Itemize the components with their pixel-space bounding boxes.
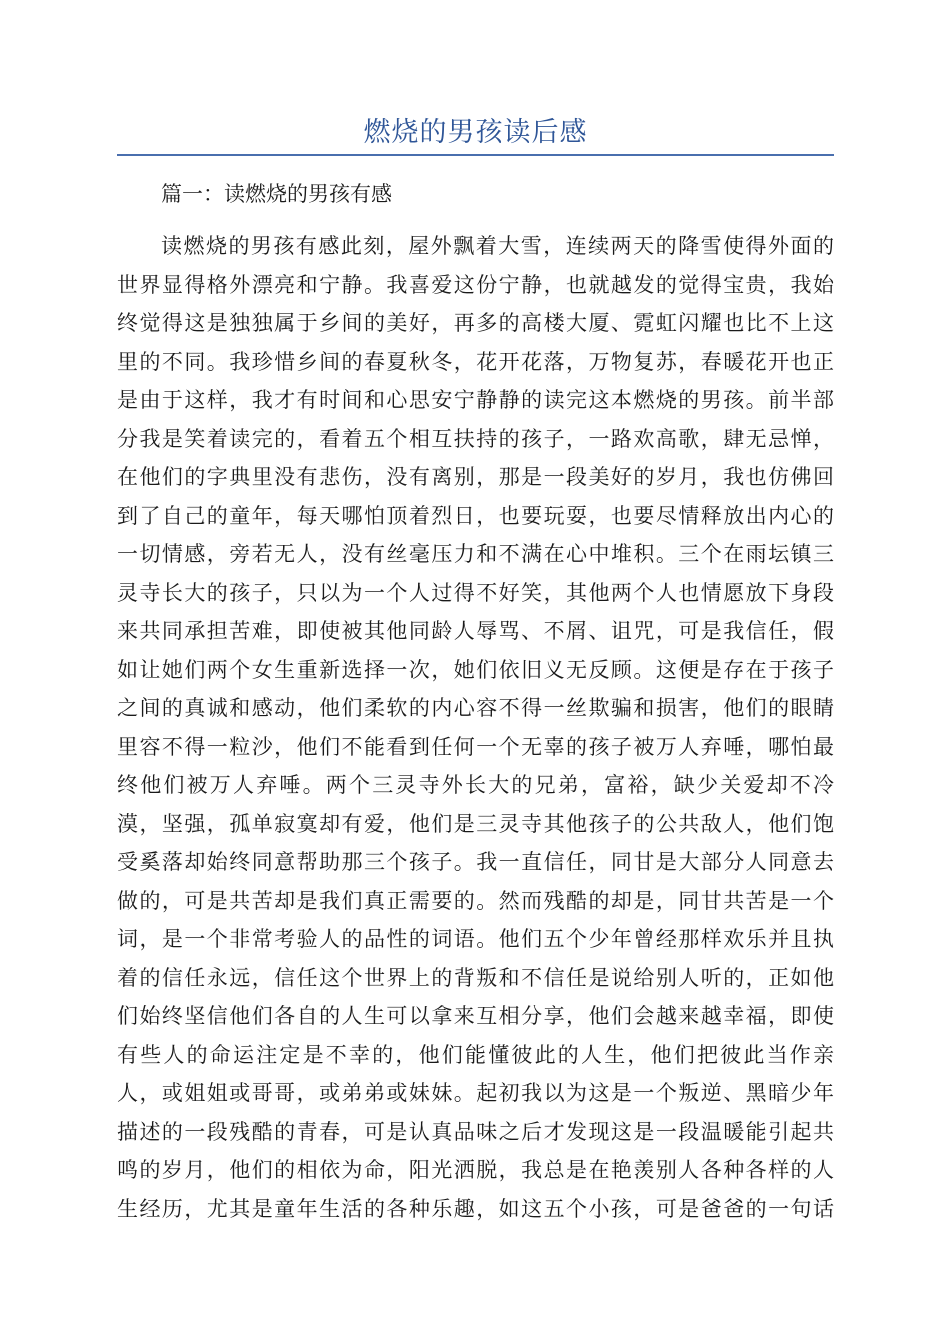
body-line: 漠，坚强，孤单寂寞却有爱，他们是三灵寺其他孩子的公共敌人，他们饱 [117, 811, 834, 836]
body-line: 里容不得一粒沙，他们不能看到任何一个无辜的孩子被万人弃唾，哪怕最 [117, 734, 834, 759]
body-line: 生经历，尤其是童年生活的各种乐趣，如这五个小孩，可是爸爸的一句话 [117, 1196, 834, 1221]
body-line: 分我是笑着读完的，看着五个相互扶持的孩子，一路欢高歌，肆无忌惮， [117, 426, 834, 451]
body-line: 读燃烧的男孩有感此刻，屋外飘着大雪，连续两天的降雪使得外面的 [161, 234, 834, 258]
body-line: 到了自己的童年，每天哪怕顶着烈日，也要玩耍，也要尽情释放出内心的 [117, 503, 834, 528]
body-line: 鸣的岁月，他们的相依为命，阳光洒脱，我总是在艳羡别人各种各样的人 [117, 1158, 834, 1182]
body-line: 描述的一段残酷的青春，可是认真品味之后才发现这是一段温暖能引起共 [117, 1119, 834, 1144]
body-line: 受奚落却始终同意帮助那三个孩子。我一直信任，同甘是大部分人同意去 [117, 850, 834, 874]
body-line: 一切情感，旁若无人，没有丝毫压力和不满在心中堆积。三个在雨坛镇三 [117, 542, 834, 566]
body-line: 如让她们两个女生重新选择一次，她们依旧义无反顾。这便是存在于孩子 [117, 657, 834, 682]
document-page [117, 0, 834, 1344]
body-line: 人，或姐姐或哥哥，或弟弟或妹妹。起初我以为这是一个叛逆、黑暗少年 [117, 1081, 834, 1105]
body-line: 是由于这样，我才有时间和心思安宁静静的读完这本燃烧的男孩。前半部 [117, 388, 834, 412]
body-line: 终他们被万人弃唾。两个三灵寺外长大的兄弟，富裕，缺少关爱却不冷 [117, 773, 834, 797]
body-line: 有些人的命运注定是不幸的，他们能懂彼此的人生，他们把彼此当作亲 [117, 1042, 834, 1067]
body-line: 在他们的字典里没有悲伤，没有离别，那是一段美好的岁月，我也仿佛回 [117, 465, 834, 489]
body-line: 来共同承担苦难，即使被其他同龄人辱骂、不屑、诅咒，可是我信任，假 [117, 619, 834, 643]
body-line: 着的信任永远，信任这个世界上的背叛和不信任是说给别人听的，正如他 [117, 965, 834, 990]
body-line: 里的不同。我珍惜乡间的春夏秋冬，花开花落，万物复苏，春暖花开也正 [117, 349, 834, 374]
body-line: 们始终坚信他们各自的人生可以拿来互相分享，他们会越来越幸福，即使 [117, 1004, 834, 1028]
title-underline [117, 154, 834, 156]
body-line: 世界显得格外漂亮和宁静。我喜爱这份宁静，也就越发的觉得宝贵，我始 [117, 272, 834, 297]
body-line: 之间的真诚和感动，他们柔软的内心容不得一丝欺骗和损害，他们的眼睛 [117, 696, 834, 720]
body-line: 做的，可是共苦却是我们真正需要的。然而残酷的却是，同甘共苦是一个 [117, 888, 834, 913]
body-paragraph [117, 227, 834, 1228]
body-line: 灵寺长大的孩子，只以为一个人过得不好笑，其他两个人也情愿放下身段 [117, 580, 834, 605]
section-heading: 篇一：读燃烧的男孩有感 [161, 182, 392, 206]
body-line: 终觉得这是独独属于乡间的美好，再多的高楼大厦、霓虹闪耀也比不上这 [117, 311, 834, 335]
document-title: 燃烧的男孩读后感 [363, 117, 588, 148]
body-line: 词，是一个非常考验人的品性的词语。他们五个少年曾经那样欢乐并且执 [117, 927, 834, 951]
